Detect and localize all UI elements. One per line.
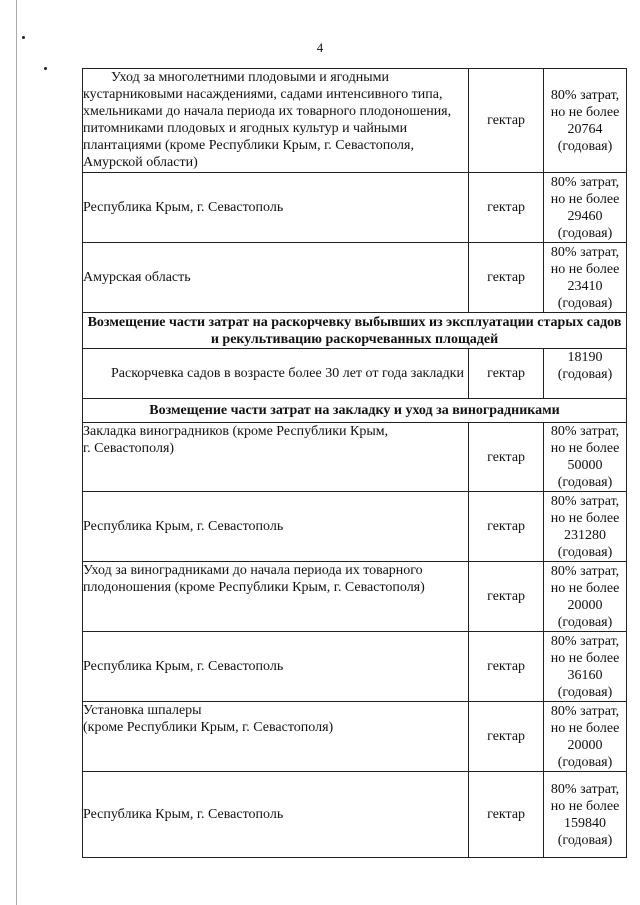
rate-text: 80% затрат, но не более 159840 (годовая) <box>550 781 620 848</box>
row-description <box>83 702 469 772</box>
row-description: Республика Крым, г. Севастополь <box>83 492 469 562</box>
row-rate <box>544 173 627 243</box>
rate-text: 80% затрат, но не более 20000 (годовая) <box>550 563 620 630</box>
row-rate <box>544 702 627 772</box>
table-row <box>83 349 627 399</box>
rate-text: 80% затрат, но не более 50000 (годовая) <box>550 424 620 490</box>
row-rate <box>544 562 627 632</box>
table-row <box>83 173 627 243</box>
scan-edge-line <box>16 0 17 905</box>
row-unit: гектар <box>469 772 544 858</box>
row-rate <box>544 772 627 858</box>
rate-text: 80% затрат, но не более 231280 (годовая) <box>550 493 620 560</box>
rate-text: 80% затрат, но не более 36160 (годовая) <box>550 633 620 700</box>
table-row <box>83 69 627 173</box>
section-title-vineyards: Возмещение части затрат на закладку и уход за виноградниками <box>83 399 627 423</box>
row-rate <box>544 492 627 562</box>
row-rate <box>544 243 627 313</box>
row-description: Раскорчевка садов в возрасте более 30 лет от года закладки <box>83 349 469 399</box>
rate-text: 80% затрат, но не более 29460 (годовая) <box>550 174 620 241</box>
row-unit: гектар <box>469 349 544 399</box>
subsidy-rates-table <box>82 68 627 858</box>
row-description <box>83 423 469 492</box>
row-description: Амурская область <box>83 243 469 313</box>
table-row <box>83 632 627 702</box>
page-number: 4 <box>316 40 324 55</box>
row-unit: гектар <box>469 423 544 492</box>
row-rate <box>544 632 627 702</box>
row-rate <box>544 349 627 399</box>
row-unit: гектар <box>469 492 544 562</box>
table-row <box>83 423 627 492</box>
rate-text: 80% затрат, но не более 23410 (годовая) <box>550 244 620 311</box>
row-unit: гектар <box>469 562 544 632</box>
row-unit: гектар <box>469 243 544 313</box>
rate-text: 80% затрат, но не более 20000 (годовая) <box>550 703 620 770</box>
scan-speck <box>44 67 47 70</box>
row-unit: гектар <box>469 69 544 173</box>
row-description: Республика Крым, г. Севастополь <box>83 772 469 858</box>
table-row <box>83 772 627 858</box>
row-unit: гектар <box>469 702 544 772</box>
rate-text: 80% затрат, но не более 20764 (годовая) <box>550 87 620 154</box>
section-title-uprooting: Возмещение части затрат на раскорчевку выбывших из эксплуатации старых садов и рекультивацию раскорчеванных площадей <box>83 313 627 349</box>
rate-text: 18190 (годовая) <box>557 350 613 382</box>
table-row <box>83 492 627 562</box>
row-rate <box>544 423 627 492</box>
row-rate <box>544 69 627 173</box>
description-text: Закладка виноградников (кроме Республики Крым, г. Севастополя) <box>83 424 389 456</box>
table-row <box>83 702 627 772</box>
row-description: Республика Крым, г. Севастополь <box>83 173 469 243</box>
section-header-row <box>83 313 627 349</box>
row-description: Уход за виноградниками до начала периода их товарного плодоношения (кроме Республики Крым, г. Севастополя) <box>83 562 469 632</box>
row-unit: гектар <box>469 173 544 243</box>
row-unit: гектар <box>469 632 544 702</box>
table-row <box>83 562 627 632</box>
section-header-row <box>83 399 627 423</box>
row-description: Уход за многолетними плодовыми и ягодными кустарниковыми насаждениями, садами интенсивного типа, хмельниками до начала периода их товарного плодоношения, питомниками плодовых и ягодных культур и чайными плантациями (кроме Республики Крым, г. Севастополя, Амурской области) <box>83 69 469 173</box>
description-text: Установка шпалеры (кроме Республики Крым, г. Севастополя) <box>83 703 334 735</box>
row-description: Республика Крым, г. Севастополь <box>83 632 469 702</box>
scan-speck <box>22 36 25 39</box>
table-row <box>83 243 627 313</box>
